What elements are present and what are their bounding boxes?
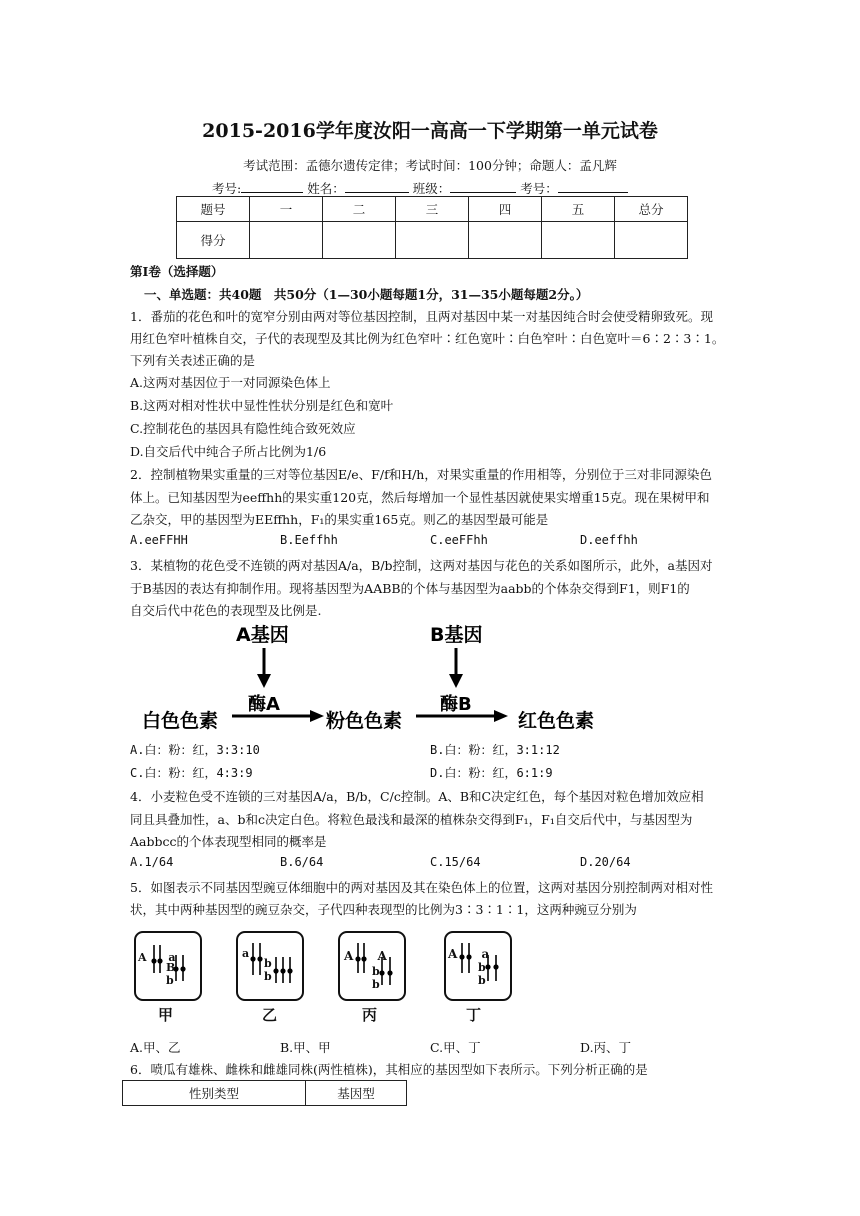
pink-pigment-label: 粉色色素 [326,710,403,732]
q1-option-b[interactable]: B.这两对相对性状中显性性状分别是红色和宽叶 [130,398,394,413]
q1-option-c[interactable]: C.控制花色的基因具有隐性纯合致死效应 [130,421,356,436]
exam-no-label: 考号: [212,181,242,196]
gene-a-label: A基因 [236,624,289,646]
q5-stem-line: 状，其中两种基因型的豌豆杂交，子代四种表现型的比例为3∶3∶1∶1，这两种豌豆分别为 [130,902,637,917]
allele-bottom: b b [264,957,280,983]
allele-bottom: B b [166,961,185,987]
exam-no2-label: 考号： [520,181,558,196]
cell-ding-label: 丁 [466,1006,482,1024]
q5-stem-line: 5．如图表示不同基因型豌豆体细胞中的两对基因及其在染色体上的位置，这两对基因分别控制两对相对性 [130,880,713,895]
q3-stem-line: 自交后代中花色的表现型及比例是. [130,603,322,618]
exam-info: 考试范围：孟德尔遗传定律；考试时间：100分钟；命题人：孟凡辉 [243,158,617,173]
table-header: 基因型 [306,1081,407,1106]
cell-yi [236,931,304,1001]
q2-option-c[interactable]: C.eeFFhh [430,533,488,547]
q2-stem-line: 体上。已知基因型为eeffhh的果实重120克，然后每增加一个显性基因就使果实增重15克。现在果树甲和 [130,490,710,505]
score-header: 五 [542,197,615,222]
q3-option-c[interactable]: C.白：粉：红，4:3:9 [130,766,253,780]
allele-top: A a [448,947,500,961]
q2-option-a[interactable]: A.eeFFHH [130,533,188,547]
class-label: 班级： [412,181,451,196]
cell-bing-label: 丙 [362,1006,378,1024]
cell-ding [444,931,512,1001]
q1-stem-line: 1．番茄的花色和叶的宽窄分别由两对等位基因控制，且两对基因中某一对基因纯合时会使受精卵致死。现 [130,309,713,324]
q4-stem-line: 同且具叠加性，a、b和c决定白色。将粒色最浅和最深的植株杂交得到F₁，F₁自交后代中，与基因型为 [130,812,693,827]
section-desc: 一、单选题：共40题 共50分（1—30小题每题1分，31—35小题每题2分。） [144,287,589,302]
q4-option-a[interactable]: A.1/64 [130,855,174,869]
q5-option-b[interactable]: B.甲、甲 [280,1040,331,1055]
q1-stem-line: 用红色窄叶植株自交，子代的表现型及其比例为红色窄叶∶红色宽叶∶白色窄叶∶白色宽叶＝6∶2∶3∶1。 [130,331,725,346]
allele-bottom: b b [372,965,388,991]
q3-option-b[interactable]: B.白：粉：红，3:1:12 [430,743,560,757]
red-pigment-label: 红色色素 [518,710,595,732]
q6-stem-line: 6．喷瓜有雄株、雌株和雌雄同株(两性植株)，其相应的基因型如下表所示。下列分析正确的是 [130,1062,648,1077]
q1-stem-line: 下列有关表述正确的是 [130,353,256,368]
q5-option-c[interactable]: C.甲、丁 [430,1040,481,1055]
q1-option-d[interactable]: D.自交后代中纯合子所占比例为1/6 [130,444,327,459]
q5-option-a[interactable]: A.甲、乙 [130,1040,181,1055]
q3-option-d[interactable]: D.白：粉：红，6:1:9 [430,766,553,780]
sex-type-table [122,1080,407,1106]
enzyme-b-label: 酶B [440,694,472,715]
allele-top: A a [138,951,185,964]
q5-option-d[interactable]: D.丙、丁 [580,1040,632,1055]
q4-option-d[interactable]: D.20/64 [580,855,631,869]
q2-stem-line: 乙杂交，甲的基因型为EEffhh，F₁的果实重165克。则乙的基因型最可能是 [130,512,549,527]
score-header: 题号 [177,197,250,222]
cell-jia [134,931,202,1001]
section-title: 第Ⅰ卷（选择题） [130,264,224,279]
score-header: 一 [250,197,323,222]
allele-top: a [242,947,250,960]
exam-title: 2015-2016学年度汝阳一高高一下学期第一单元试卷 [202,120,658,142]
q4-option-c[interactable]: C.15/64 [430,855,481,869]
q1-option-a[interactable]: A.这两对基因位于一对同源染色体上 [130,375,331,390]
allele-top: A A [344,949,397,963]
gene-b-label: B基因 [430,624,483,646]
allele-bottom: b b [478,961,494,987]
q2-option-b[interactable]: B.Eeffhh [280,533,338,547]
cell-yi-label: 乙 [262,1006,278,1024]
score-header: 二 [323,197,396,222]
q3-stem-line: 于B基因的表达有抑制作用。现将基因型为AABB的个体与基因型为aabb的个体杂交得到F1，则F1的 [130,581,690,596]
score-row-label: 得分 [177,222,250,259]
table-header: 性别类型 [123,1081,306,1106]
name-label: 姓名： [307,181,345,196]
q4-option-b[interactable]: B.6/64 [280,855,324,869]
cell-jia-label: 甲 [158,1006,174,1024]
score-header: 三 [396,197,469,222]
q2-option-d[interactable]: D.eeffhh [580,533,638,547]
q4-stem-line: 4．小麦粒色受不连锁的三对基因A/a，B/b，C/c控制。A、B和C决定红色，每个基因对粒色增加效应相 [130,789,704,804]
q3-option-a[interactable]: A.白：粉：红，3:3:10 [130,743,260,757]
cell-bing [338,931,406,1001]
q2-stem-line: 2．控制植物果实重量的三对等位基因E/e、F/f和H/h，对果实重量的作用相等，分别位于三对非同源染色 [130,467,712,482]
enzyme-a-label: 酶A [248,694,280,715]
q4-stem-line: Aabbcc的个体表现型相同的概率是 [130,834,327,849]
score-header: 四 [469,197,542,222]
score-header: 总分 [615,197,688,222]
white-pigment-label: 白色色素 [142,710,219,732]
q3-stem-line: 3．某植物的花色受不连锁的两对基因A/a，B/b控制，这两对基因与花色的关系如图所示，此外，a基因对 [130,558,713,573]
